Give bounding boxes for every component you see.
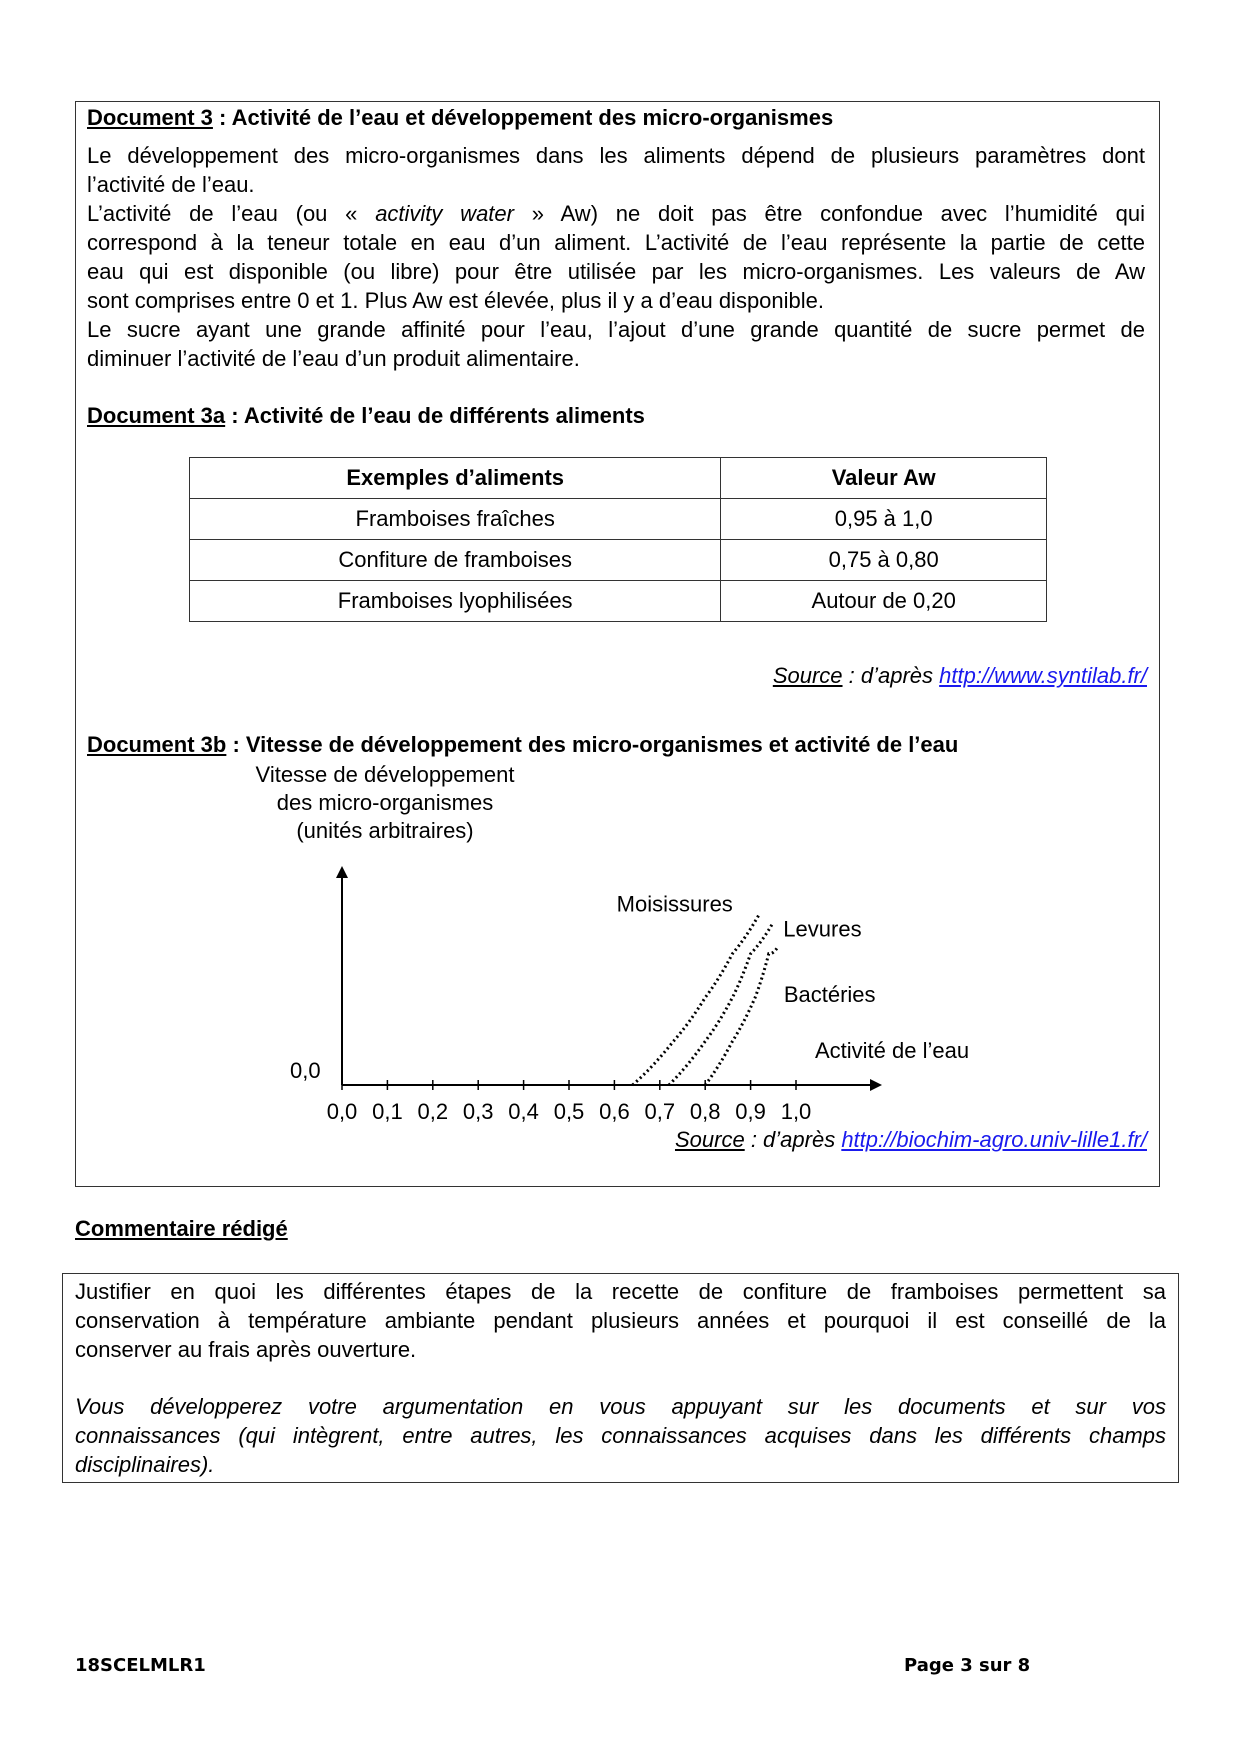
table-header-cell: Valeur Aw xyxy=(721,458,1047,499)
y-axis-label xyxy=(256,762,515,843)
series-label: Bactéries xyxy=(783,981,876,1007)
y-axis-label-line: (unités arbitraires) xyxy=(296,818,474,843)
doc3-p1-l2: l’activité de l’eau. xyxy=(87,172,255,197)
doc3-p2-l1-b: » Aw) ne doit pas être confondue avec l’humidité qui xyxy=(513,201,1145,226)
doc3-p3-l2: diminuer l’activité de l’eau d’un produit alimentaire. xyxy=(87,346,580,371)
table-cell: Confiture de framboises xyxy=(190,540,721,581)
y-origin-label: 0,0 xyxy=(290,1058,321,1083)
x-tick-label: 0,8 xyxy=(689,1099,721,1124)
doc3-p3-l1: Le sucre ayant une grande affinité pour l’eau, l’ajout d’une grande quantité de sucre permet de xyxy=(87,317,1145,342)
x-tick-label: 1,0 xyxy=(780,1099,812,1124)
activity-chart xyxy=(230,760,1010,1130)
table-cell: 0,95 à 1,0 xyxy=(721,499,1047,540)
footer-code: 18SCELMLR1 xyxy=(75,1655,206,1676)
doc3-p2-l1-a: L’activité de l’eau (ou « xyxy=(87,201,376,226)
series-curve-levures xyxy=(669,922,773,1085)
y-axis-arrowhead xyxy=(336,866,348,878)
aw-table xyxy=(189,457,1047,622)
table-cell: Framboises lyophilisées xyxy=(190,581,721,622)
question-line-3: conserver au frais après ouverture. xyxy=(75,1337,417,1362)
doc3a-title xyxy=(87,401,645,430)
series-label: Moisissures xyxy=(616,891,733,917)
doc3-title-rest: : Activité de l’eau et développement des micro-organismes xyxy=(212,105,834,130)
x-tick-label: 0,5 xyxy=(553,1099,585,1124)
x-axis-label: Activité de l’eau xyxy=(815,1038,970,1063)
table-row xyxy=(190,540,1047,581)
doc3-title-label: Document 3 xyxy=(87,105,213,130)
doc3a-source-mid: : d’après xyxy=(842,663,940,688)
doc3b-source-mid: : d’après xyxy=(744,1127,842,1152)
doc3a-source-link[interactable]: http://www.syntilab.fr/ xyxy=(939,663,1147,688)
commentaire-heading: Commentaire rédigé xyxy=(75,1216,288,1241)
series-curve-bactéries xyxy=(705,947,778,1085)
question-line-1: Justifier en quoi les différentes étapes de la recette de confiture de framboises permettent sa xyxy=(75,1279,1166,1304)
table-cell: 0,75 à 0,80 xyxy=(721,540,1047,581)
table-row xyxy=(190,581,1047,622)
doc3a-source-label: Source xyxy=(772,663,843,688)
table-cell: Autour de 0,20 xyxy=(721,581,1047,622)
doc3-p2-l2: correspond à la teneur totale en eau d’un aliment. L’activité de l’eau représente la partie de cette xyxy=(87,230,1145,255)
instruction-line-1: Vous développerez votre argumentation en vous appuyant sur les documents et sur vos xyxy=(75,1394,1166,1419)
footer-page: Page 3 sur 8 xyxy=(904,1655,1031,1676)
doc3b-title-label: Document 3b xyxy=(87,732,227,757)
doc3b-source-link[interactable]: http://biochim-agro.univ-lille1.fr/ xyxy=(841,1127,1147,1152)
x-ticks xyxy=(327,1080,812,1124)
x-tick-label: 0,1 xyxy=(372,1099,403,1124)
table-row xyxy=(190,499,1047,540)
x-tick-label: 0,0 xyxy=(326,1099,358,1124)
doc3-p2-l1 xyxy=(87,199,1145,228)
doc3b-source xyxy=(675,1125,1147,1154)
series-curve-moisissures xyxy=(633,914,760,1086)
doc3a-title-rest: : Activité de l’eau de différents aliments xyxy=(225,403,645,428)
x-tick-label: 0,3 xyxy=(462,1099,494,1124)
doc3b-title xyxy=(87,730,958,759)
y-axis-label-line: Vitesse de développement xyxy=(255,762,515,787)
doc3a-source xyxy=(773,661,1147,690)
instruction-line-2: connaissances (qui intègrent, entre autres, les connaissances acquises dans les différents champs xyxy=(75,1423,1166,1448)
x-tick-label: 0,2 xyxy=(417,1099,449,1124)
instruction-line-3: disciplinaires). xyxy=(75,1452,215,1477)
doc3-p2-l1-italic: activity water xyxy=(375,201,514,226)
x-tick-label: 0,6 xyxy=(599,1099,630,1124)
x-tick-label: 0,4 xyxy=(508,1099,539,1124)
table-header-row xyxy=(190,458,1047,499)
doc3b-source-label: Source xyxy=(674,1127,745,1152)
question-line-2: conservation à température ambiante pendant plusieurs années et pourquoi il est conseillé de la xyxy=(75,1308,1166,1333)
doc3-title xyxy=(87,103,833,132)
doc3a-title-label: Document 3a xyxy=(87,403,226,428)
doc3-p2-l4: sont comprises entre 0 et 1. Plus Aw est élevée, plus il y a d’eau disponible. xyxy=(87,288,825,313)
doc3b-title-rest: : Vitesse de développement des micro-organismes et activité de l’eau xyxy=(226,732,959,757)
table-header-cell: Exemples d’aliments xyxy=(190,458,721,499)
series-label: Levures xyxy=(783,916,862,942)
x-tick-label: 0,9 xyxy=(735,1099,766,1124)
doc3-p2-l3: eau qui est disponible (ou libre) pour être utilisée par les micro-organismes. Les valeurs de Aw xyxy=(87,259,1145,284)
y-axis-label-line: des micro-organismes xyxy=(276,790,494,815)
x-tick-label: 0,7 xyxy=(644,1099,676,1124)
doc3-p1-l1: Le développement des micro-organismes dans les aliments dépend de plusieurs paramètres dont xyxy=(87,143,1145,168)
table-cell: Framboises fraîches xyxy=(190,499,721,540)
x-axis-arrowhead xyxy=(870,1079,882,1091)
